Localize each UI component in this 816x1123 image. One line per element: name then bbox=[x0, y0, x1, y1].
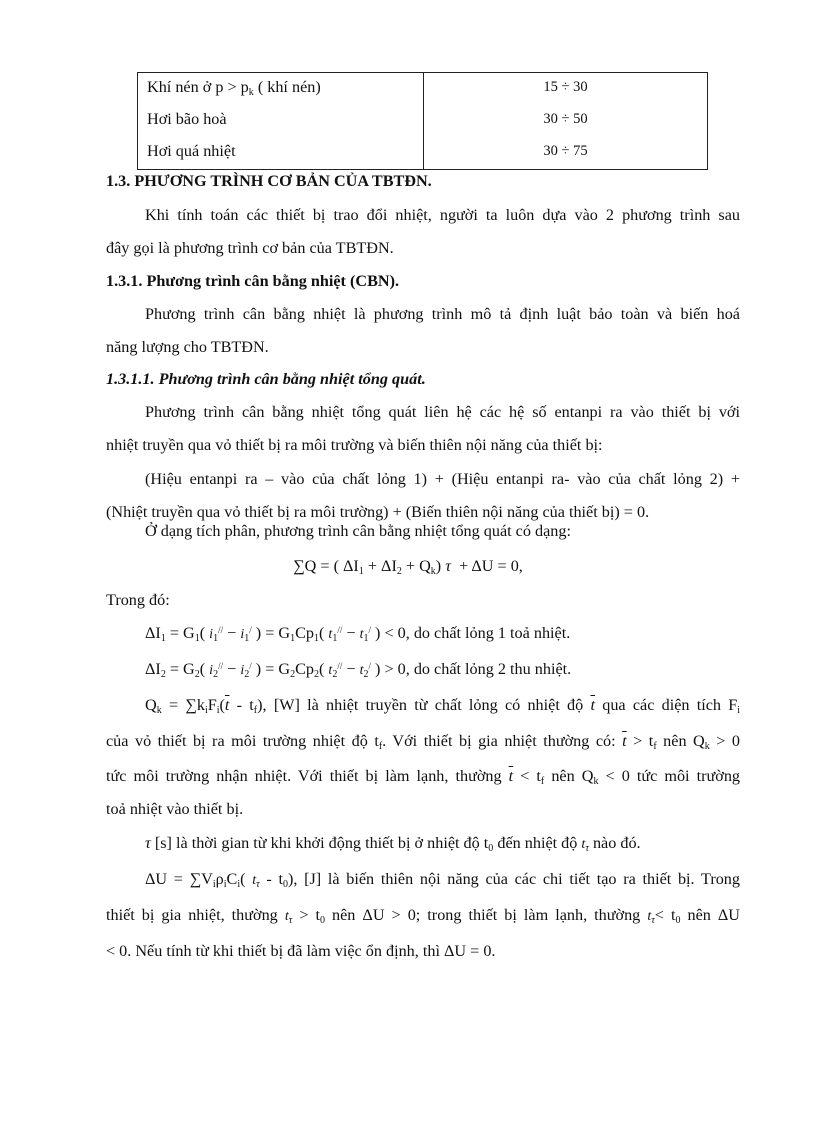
qk-line1: $Q_k = \sum k_iF_i(\overline{t} - t_f)$, [W] là nhiệt truyền từ chất lỏng có nhiệt độ $\overline{t}$ qua các diện tích $F_i$ bbox=[145, 696, 741, 716]
tau-line: τ [s] là thời gian từ khi khởi động thiết bị ở nhiệt độ $t_0$ đến nhiệt độ $t_\tau$ nào đó. bbox=[145, 834, 641, 854]
qk-line4: toả nhiệt vào thiết bị. bbox=[106, 800, 244, 818]
where-label: Trong đó: bbox=[106, 591, 170, 609]
paragraph-line: (Hiệu entanpi ra – vào của chất lỏng 1) + (Hiệu entanpi ra- vào của chất lỏng 2) + bbox=[145, 470, 740, 488]
delta-u-line3: < 0. Nếu tính từ khi thiết bị đã làm việc ổn định, thì ΔU = 0. bbox=[106, 942, 496, 960]
paragraph-line: Ở dạng tích phân, phương trình cân bằng nhiệt tổng quát có dạng: bbox=[145, 522, 571, 540]
delta-i2-formula: $\Delta I_2 = G_2$( $i_2^{//} - i_2^/$ ) = $G_2Cp_2$( $t_2^{//} - t_2^/$ ) > 0, do chất lỏng 2 thu nhiệt. bbox=[145, 660, 572, 680]
paragraph-line: Phương trình cân bằng nhiệt là phương trình mô tả định luật bảo toàn và biến hoá bbox=[145, 305, 740, 323]
table-cell-label: Khí nén ở $p > p_k$ ( khí nén) bbox=[147, 78, 321, 98]
table-cell-label: Hơi quá nhiệt bbox=[147, 142, 236, 160]
table-cell-value: 30 ÷ 50 bbox=[543, 111, 588, 127]
qk-line3: tức môi trường nhận nhiệt. Với thiết bị làm lạnh, thường $\overline{t} < t_f$ nên $Q_k < 0$ tức môi trường bbox=[106, 767, 741, 787]
table-cell-label: Hơi bão hoà bbox=[147, 110, 227, 128]
paragraph-line: nhiệt truyền qua vỏ thiết bị ra môi trường và biến thiên nội năng của thiết bị: bbox=[106, 436, 603, 454]
paragraph-line: Khi tính toán các thiết bị trao đổi nhiệt, người ta luôn dựa vào 2 phương trình sau bbox=[145, 206, 740, 224]
table-row bbox=[138, 73, 708, 170]
paragraph-line: Phương trình cân bằng nhiệt tổng quát liên hệ các hệ số entanpi ra vào thiết bị với bbox=[145, 403, 740, 421]
energy-balance-equation: ∑Q = ( $\Delta I_1 + \Delta I_2 + Q_k$) τ + ΔU = 0, bbox=[293, 557, 523, 577]
delta-u-line2: thiết bị gia nhiệt, thường $t_\tau > t_0$ nên ΔU > 0; trong thiết bị làm lạnh, thường $t_\tau< t_0$ nên ΔU bbox=[106, 906, 740, 926]
paragraph-line: (Nhiệt truyền qua vỏ thiết bị ra môi trường) + (Biến thiên nội năng của thiết bị) = 0. bbox=[106, 503, 650, 521]
paragraph-line: năng lượng cho TBTĐN. bbox=[106, 338, 269, 356]
heat-coefficient-table bbox=[137, 72, 708, 170]
qk-line2: của vỏ thiết bị ra môi trường nhiệt độ $t_f$. Với thiết bị gia nhiệt thường có: $\overline{t} > t_f$ nên $Q_k > 0$ bbox=[106, 732, 740, 752]
section-heading-1-3: 1.3. PHƯƠNG TRÌNH CƠ BẢN CỦA TBTĐN. bbox=[106, 172, 432, 190]
delta-u-line1: $\Delta U = \sum V_i\rho_iC_i$( $t_\tau - t_0$), [J] là biến thiên nội năng của các chi tiết tạo ra thiết bị. Trong bbox=[145, 870, 740, 890]
table-cell-value: 15 ÷ 30 bbox=[543, 79, 588, 95]
section-heading-1-3-1: 1.3.1. Phương trình cân bằng nhiệt (CBN). bbox=[106, 272, 400, 290]
table-cell-value: 30 ÷ 75 bbox=[543, 143, 588, 159]
delta-i1-formula: $\Delta I_1 = G_1$( $i_1^{//} - i_1^/$ ) = $G_1Cp_1$( $t_1^{//} - t_1^/$ ) < 0, do chất lỏng 1 toả nhiệt. bbox=[145, 624, 571, 644]
section-heading-1-3-1-1: 1.3.1.1. Phương trình cân bằng nhiệt tổng quát. bbox=[106, 370, 426, 388]
paragraph-line: đây gọi là phương trình cơ bản của TBTĐN. bbox=[106, 239, 394, 257]
